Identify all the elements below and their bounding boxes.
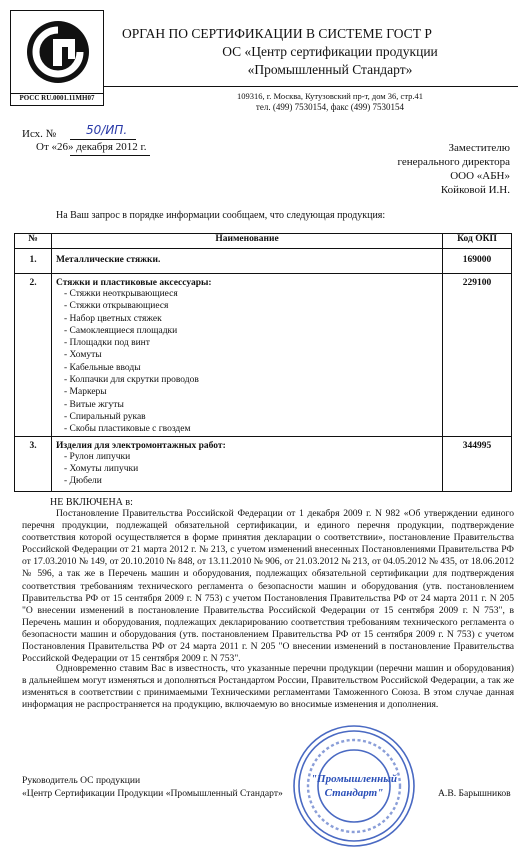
recipient-line: Заместителю	[448, 142, 510, 154]
round-seal-icon	[290, 722, 418, 850]
list-item: - Дюбели	[64, 476, 102, 487]
list-item: - Хомуты липучки	[64, 463, 139, 474]
outgoing-label: Исх. №	[22, 128, 57, 140]
registration-number: РОСС RU.0001.11МН07	[10, 92, 104, 106]
signer-position-line2: «Центр Сертификации Продукции «Промышленный Стандарт»	[22, 788, 283, 799]
header-title: ОРГАН ПО СЕРТИФИКАЦИИ В СИСТЕМЕ ГОСТ Р	[122, 26, 432, 41]
header-no: №	[15, 234, 52, 249]
letter-date: От «26» декабря 2012 г.	[36, 141, 147, 153]
row-no: 1.	[15, 249, 52, 274]
row-name	[52, 249, 443, 274]
header-phones: тел. (499) 7530154, факс (499) 7530154	[255, 102, 405, 112]
list-item: - Витые жгуты	[64, 399, 124, 410]
header-divider	[104, 86, 518, 87]
header-org-line2: «Промышленный Стандарт»	[247, 62, 413, 77]
group-title: Стяжки и пластиковые аксессуары:	[56, 278, 212, 288]
list-item: - Стяжки неоткрывающиеся	[64, 289, 178, 299]
row-no: 3.	[15, 436, 52, 492]
paragraph-regulations: Постановление Правительства Российской Федерации от 1 декабря 2009 г. N 982 «Об утверждении единого перечня продукции, подлежащей обязательной сертификации, и единого перечня продукции, подтверждение соответствия которой осуществляется в форме принятия декларации о соответствии», постановление Правительства Российской Федерации от 21 марта 2012 г. № 213, с учетом изменений внесенных Постановлениями Правительства РФ от 17.03.2010 № 149, от 20.10.2010 № 848, от 13.11.2010 № 906, от 21.03.2012 № 213, от 04.05.2012 № 435, от 18.06.2012 № 596, а так же в Перечень машин и оборудования, подлежащих обязательной сертификации для подтверждения соответствия требованиям технического регламента о безопасности машин и оборудования (утв. постановлением Правительства РФ от 15 сентября 2009 г. N 753) с учетом Постановления Правительства РФ от 24 марта 2011 г. N 205 "О внесении изменений в постановление Правительства Российской Федерации от 15 сентября 2009 г. N 753", в Перечень машин и оборудования, подлежащих декларированию соответствия требованиям технического регламента о безопасности машин и оборудования (утв. постановлением Правительства РФ от 15 сентября 2009 г. N 753) с учетом Постановления Правительства РФ от 24 марта 2011 г. N 205 "О внесении изменений в постановление Правительства Российской Федерации от 15 сентября 2009 г. N 753".	[22, 508, 514, 665]
header-address: 109316, г. Москва, Кутузовский пр-т, дом 36, стр.41	[236, 91, 424, 101]
list-item: - Скобы пластиковые с гвоздем	[64, 424, 191, 435]
table-row	[15, 436, 512, 492]
list-item: - Площадки под винт	[64, 338, 150, 349]
row-code: 229100	[443, 274, 512, 437]
not-included-heading: НЕ ВКЛЮЧЕНА в:	[50, 497, 133, 508]
list-item: - Спиральный рукав	[64, 411, 146, 422]
intro-text: На Ваш запрос в порядке информации сообщаем, что следующая продукция:	[56, 210, 386, 221]
group-title: Изделия для электромонтажных работ:	[56, 440, 226, 451]
table-row	[15, 249, 512, 274]
row-name	[52, 274, 443, 437]
outgoing-number: 50/ИП.	[86, 123, 128, 137]
header-org-line1: ОС «Центр сертификации продукции	[222, 44, 438, 59]
list-item: - Маркеры	[64, 387, 107, 398]
signer-position-line1: Руководитель ОС продукции	[22, 775, 141, 786]
outgoing-underline	[70, 139, 136, 140]
row-code: 344995	[443, 436, 512, 492]
stamp-text-1: "Промышленный	[310, 773, 398, 785]
list-item: - Кабельные вводы	[64, 362, 141, 373]
list-item: - Самоклеящиеся площадки	[64, 325, 178, 336]
recipient-block	[330, 141, 510, 197]
list-item: - Набор цветных стяжек	[64, 313, 162, 324]
list-item: - Колпачки для скрутки проводов	[64, 375, 199, 386]
rst-logo-icon	[25, 19, 91, 85]
header-code: Код ОКП	[443, 234, 512, 249]
recipient-line: Койковой И.Н.	[440, 184, 510, 196]
products-table	[14, 233, 512, 492]
list-item: - Стяжки открывающиеся	[64, 301, 169, 312]
group-title: Металлические стяжки.	[56, 255, 161, 265]
row-code: 169000	[443, 249, 512, 274]
table-header-row	[15, 234, 512, 249]
list-item: - Хомуты	[64, 350, 102, 361]
paragraph-notice: Одновременно ставим Вас в известность, что указанные перечни продукции (перечни машин и оборудования) в дальнейшем могут изменяться и дополняться Ростандартом России, Правительством Российской Федерации, а так же изменяться в соответствии с принимаемыми Техническими регламентами Таможенного Союза. В этом случае данная информация не распространяется на продукцию, включаемую во вносимые изменения и дополнения.	[22, 663, 514, 711]
logo-box	[10, 10, 104, 94]
row-no: 2.	[15, 274, 52, 437]
stamp-text-2: Стандарт"	[324, 787, 384, 799]
date-underline	[70, 155, 150, 156]
list-item: - Рулон липучки	[64, 451, 131, 462]
recipient-line: ООО «АБН»	[450, 170, 510, 182]
header-name: Наименование	[52, 234, 443, 249]
recipient-line: генерального директора	[397, 156, 510, 168]
row-name	[52, 436, 443, 492]
signer-name: А.В. Барышников	[438, 788, 511, 799]
table-row	[15, 274, 512, 437]
